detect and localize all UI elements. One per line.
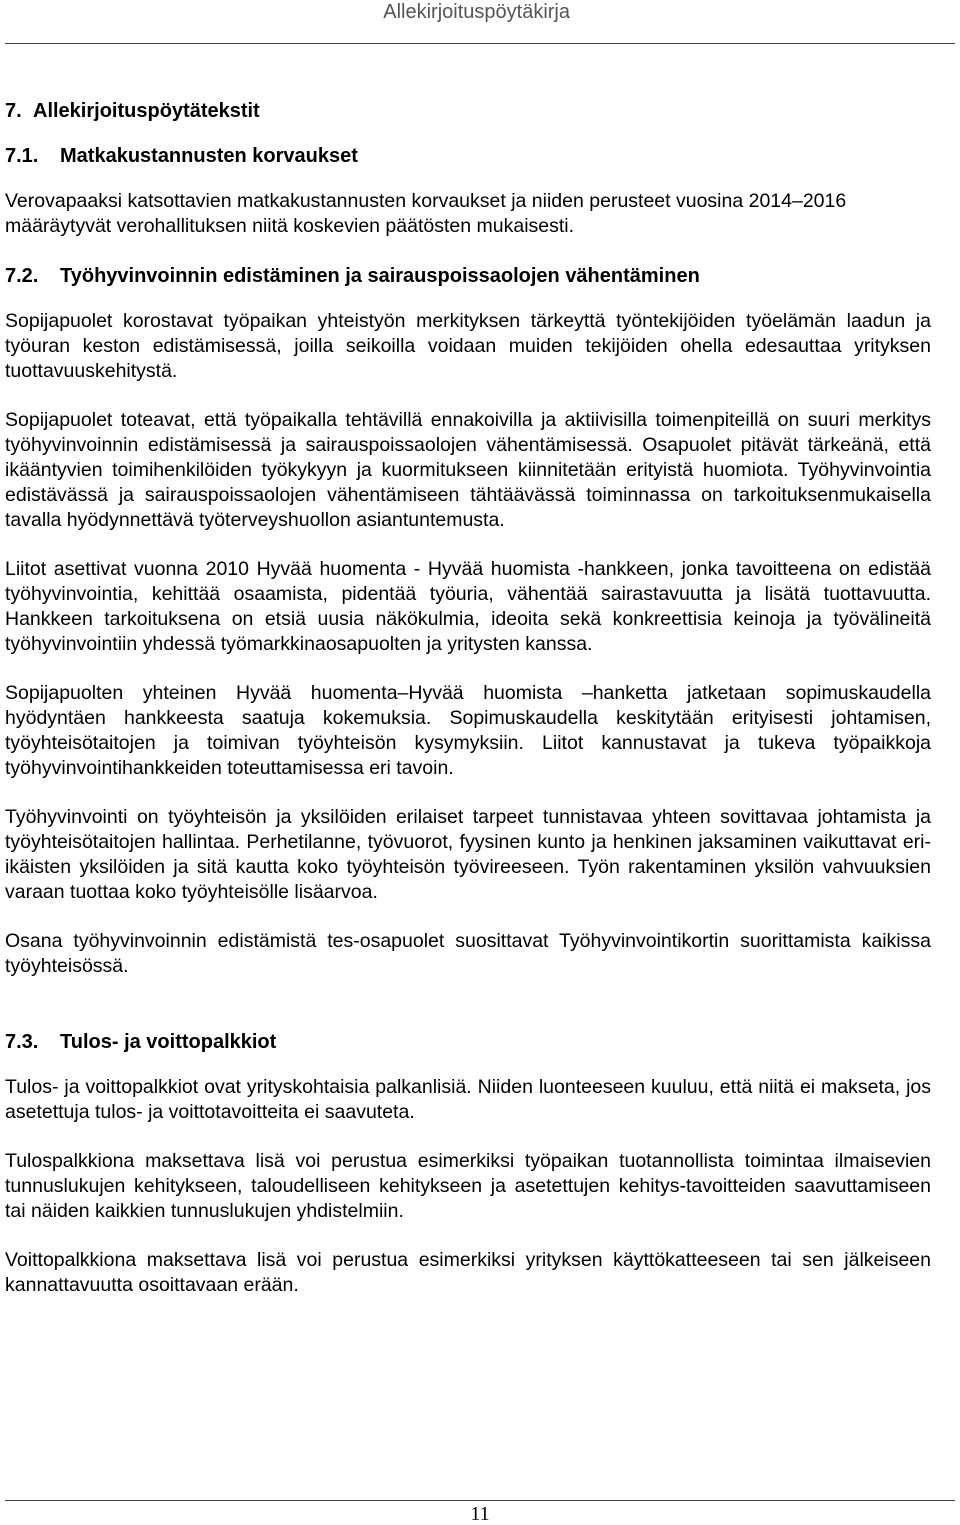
section-7-3-heading: [5, 1029, 931, 1055]
section-7-2-paragraph-5: Työhyvinvointi on työyhteisön ja yksilöiden erilaiset tarpeet tunnistavaa yhteen sovittavaa johtamista ja työyhteisötaitojen hallintaa. Perhetilanne, työvuorot, fyysinen kunto ja henkinen jaksaminen vaikuttavat eri-ikäisten yksilöiden ja sitä kautta koko työyhteisön työvireeseen. Työn rakentaminen yksilön vahvuuksien varaan tuottaa koko työyhteisölle lisäarvoa.: [5, 806, 931, 903]
page-number: 11: [470, 1503, 490, 1525]
section-7-2-paragraph-6: Osana työhyvinvoinnin edistämistä tes-osapuolet suosittavat Työhyvinvointikortin suorittamista kaikissa työyhteisössä.: [5, 930, 931, 977]
section-7-3-paragraph-3: Voittopalkkiona maksettava lisä voi perustua esimerkiksi yrityksen käyttökatteeseen tai sen jälkeiseen kannattavuutta osoittavaan erään.: [5, 1249, 931, 1296]
section-7-2-paragraph-4: Sopijapuolten yhteinen Hyvää huomenta–Hyvää huomista –hanketta jatketaan sopimuskaudella hyödyntäen hankkeesta saatuja kokemuksia. Sopimuskaudella keskitytään erityisesti johtamisen, työyhteisötaitojen ja toimivan työyhteisön kysymyksiin. Liitot kannustavat ja tukeva työpaikkoja työhyvinvointihankkeiden toteuttamisessa eri tavoin.: [5, 682, 931, 779]
section-7-2-paragraph-3: Liitot asettivat vuonna 2010 Hyvää huomenta - Hyvää huomista -hankkeen, jonka tavoitteena on edistää työhyvinvointia, kehittää osaamista, pidentää työuria, vähentää sairastavuutta ja lisätä tuottavuutta. Hankkeen tarkoituksena on etsiä uusia näkökulmia, ideoita sekä konkreettisia keinoja ja työvälineitä työhyvinvointiin yhdessä työmarkkinaosapuolten ja yritysten kanssa.: [5, 558, 931, 655]
document-body: [5, 98, 931, 1322]
section-7-2-heading: [5, 263, 931, 289]
section-7-2-title: Työhyvinvoinnin edistäminen ja sairauspoissaolojen vähentäminen: [60, 265, 700, 287]
section-7-heading: [5, 98, 931, 124]
section-7-2-paragraph-2: Sopijapuolet toteavat, että työpaikalla tehtävillä ennakoivilla ja aktiivisilla toimenpiteillä on suuri merkitys työhyvinvoinnin edistämisessä ja sairauspoissaolojen vähentämisessä. Osapuolet pitävät tärkeänä, että ikääntyvien toimihenkilöiden työkykyyn ja kuormitukseen kiinnitetään erityistä huomiota. Työhyvinvointia edistävässä ja sairauspoissaolojen vähentämiseen tähtäävässä toiminnassa on tarkoituksenmukaisella tavalla hyödynnettävä työterveyshuollon asiantuntemusta.: [5, 409, 931, 531]
footer-divider: [5, 1500, 955, 1501]
section-7-3-number: 7.3.: [5, 1031, 39, 1053]
section-7-title: Allekirjoituspöytätekstit: [33, 100, 260, 122]
section-7-1-title: Matkakustannusten korvaukset: [60, 145, 358, 167]
section-7-1-paragraph-1: Verovapaaksi katsottavien matkakustannusten korvaukset ja niiden perusteet vuosina 2014–2016 määräytyvät verohallituksen niitä koskevien päätösten mukaisesti.: [5, 190, 847, 237]
section-7-1-heading: [5, 143, 931, 169]
page-header: [0, 0, 960, 44]
section-7-3-paragraph-2: Tulospalkkiona maksettava lisä voi perustua esimerkiksi työpaikan tuotannollista toimintaa ilmaisevien tunnuslukujen kehitykseen, taloudelliseen kehitykseen ja asetettujen kehitys-tavoitteiden saavuttamiseen tai näiden kaikkien tunnuslukujen yhdistelmiin.: [5, 1150, 931, 1222]
section-7-1-number: 7.1.: [5, 145, 39, 167]
section-7-3-paragraph-1: Tulos- ja voittopalkkiot ovat yrityskohtaisia palkanlisiä. Niiden luonteeseen kuuluu, että niitä ei makseta, jos asetettuja tulos- ja voittotavoitteita ei saavuteta.: [5, 1076, 931, 1123]
header-divider: [5, 43, 955, 44]
section-spacer: [5, 1003, 931, 1029]
section-7-2-paragraph-1: Sopijapuolet korostavat työpaikan yhteistyön merkityksen tärkeyttä työntekijöiden työelämän laadun ja työuran keston edistämisessä, joilla seikoilla voidaan muiden tekijöiden ohella edesauttaa yrityksen tuottavuuskehitystä.: [5, 310, 931, 382]
section-7-number: 7.: [5, 100, 22, 122]
section-7-3-title: Tulos- ja voittopalkkiot: [60, 1031, 277, 1053]
section-7-2-number: 7.2.: [5, 265, 39, 287]
header-title: Allekirjoituspöytäkirja: [383, 1, 570, 23]
